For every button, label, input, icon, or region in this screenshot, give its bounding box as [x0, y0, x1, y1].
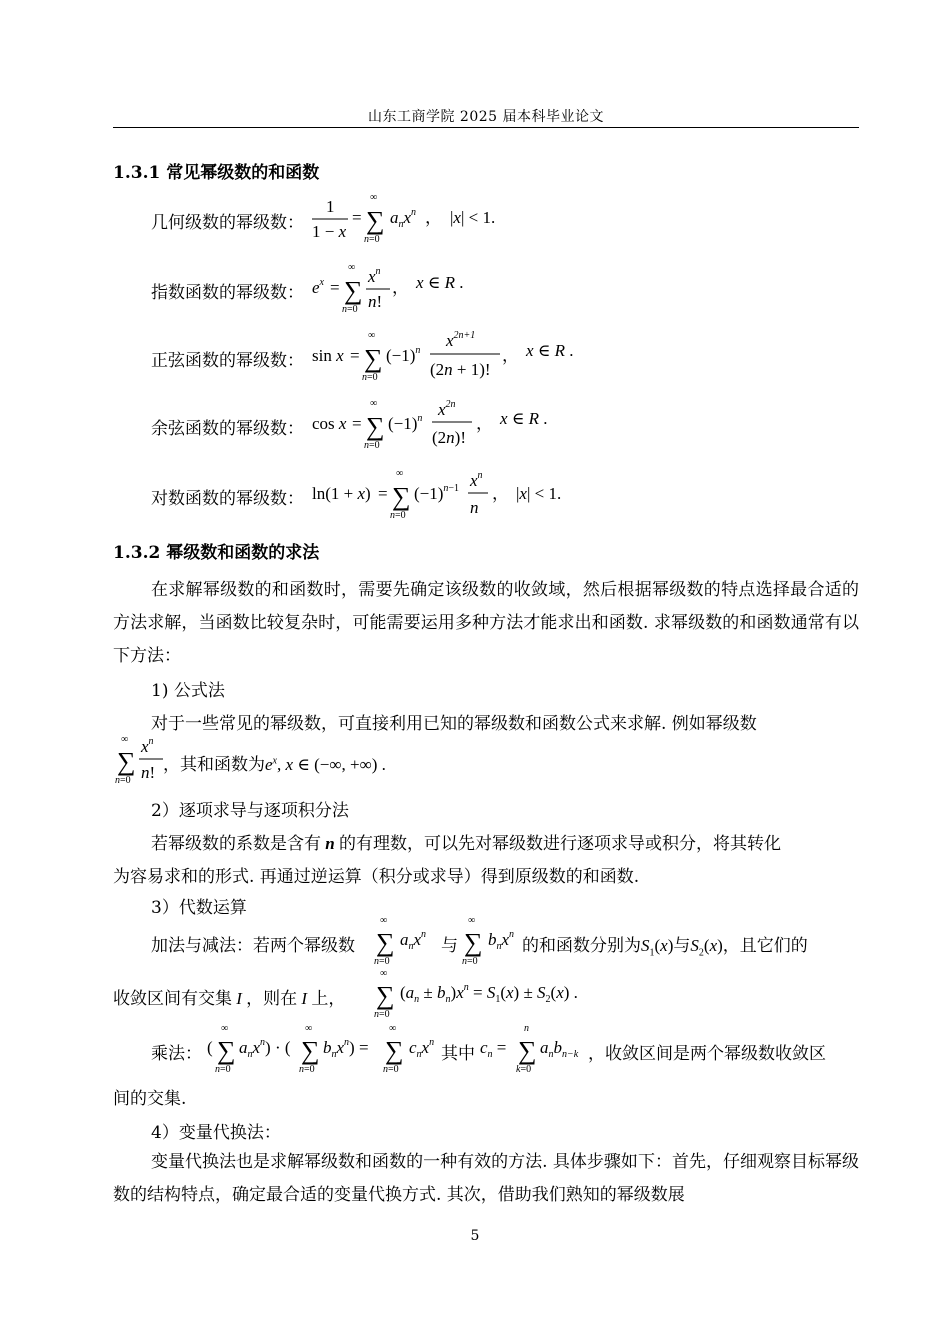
svg-text:，: ， — [476, 414, 493, 433]
svg-text:∞: ∞ — [389, 1023, 397, 1034]
svg-text:(−1)n: $(-1)^n$ — [388, 413, 423, 433]
svg-text:∑: ∑ — [385, 1036, 404, 1065]
svg-text:∑: ∑ — [117, 747, 136, 776]
svg-text:n=0: n=0 — [383, 1064, 399, 1075]
geometric-series-formula — [310, 192, 520, 248]
svg-text:n=0: n=0 — [115, 775, 131, 786]
add-rule-formula — [372, 968, 632, 1024]
mul-rule-text-d: 间的交集. — [113, 1089, 187, 1109]
header-rule — [113, 127, 859, 128]
svg-text:∑: ∑ — [217, 1036, 236, 1065]
add-series-b — [460, 915, 526, 971]
svg-text:xn: $x^n$ — [141, 736, 154, 756]
add-series-a — [372, 915, 438, 971]
page-number: 5 — [470, 1228, 480, 1244]
svg-text:n=0: n=0 — [390, 510, 406, 521]
svg-text:∑: ∑ — [364, 344, 383, 373]
svg-text:=: = — [352, 208, 362, 227]
svg-text:cn =: $c_n$ = — [480, 1038, 507, 1060]
cn-definition-formula — [478, 1023, 588, 1079]
svg-text:n=0: n=0 — [374, 1009, 390, 1020]
svg-text:=: = — [378, 484, 388, 503]
svg-text:∑: ∑ — [464, 928, 483, 957]
svg-text:|x| < 1.: |x| < 1. — [450, 208, 496, 227]
svg-text:(: ( — [207, 1038, 213, 1057]
svg-text:=: = — [330, 278, 340, 297]
cosine-series-line — [151, 398, 570, 454]
method-2-text-line-2: 为容易求和的形式. 再通过逆运算（积分或求导）得到原级数的和函数. — [113, 867, 640, 887]
method-3-title: 3）代数运算 — [151, 898, 247, 918]
svg-text:∞: ∞ — [380, 968, 388, 979]
svg-text:(2n + 1)!: (2n + 1)! — [430, 360, 491, 379]
svg-text:anbn−k: $a_nb_{n-k}$ — [540, 1038, 579, 1060]
method-4-text: 变量代换法也是求解幂级数和函数的一种有效的方法. 具体步骤如下：首先，仔细观察目标幂级数的结构特点，确定最合适的变量代换方式. 其次，借助我们熟知的幂级数展 — [113, 1152, 859, 1205]
exponential-series-line — [151, 262, 490, 318]
svg-text:∞: ∞ — [370, 192, 378, 203]
svg-text:=: = — [350, 346, 360, 365]
svg-text:xn: $x^n$ — [368, 266, 381, 286]
svg-text:∞: ∞ — [305, 1023, 313, 1034]
series-label: 几何级数的幂级数： — [151, 212, 304, 233]
svg-text:(−1)n−1: $(-1)^{n-1}$ — [414, 483, 460, 503]
svg-text:1: 1 — [326, 197, 335, 216]
svg-text:x ∈ R .: x ∈ R . — [416, 273, 464, 292]
exponential-series-formula — [310, 262, 490, 318]
series-label: 正弦函数的幂级数： — [151, 350, 304, 371]
svg-text:，: ， — [392, 278, 409, 297]
svg-text:(−1)n: $(-1)^n$ — [386, 345, 421, 365]
svg-text:n=0: n=0 — [215, 1064, 231, 1075]
svg-text:xn: $x^n$ — [470, 470, 483, 490]
svg-text:n!: n! — [368, 292, 383, 311]
svg-text:∞: ∞ — [121, 734, 129, 745]
svg-text:n=0: n=0 — [342, 304, 358, 315]
svg-text:∑: ∑ — [344, 276, 363, 305]
sine-series-formula — [310, 330, 590, 386]
svg-text:∞: ∞ — [396, 468, 404, 479]
series-label: 指数函数的幂级数： — [151, 282, 304, 303]
svg-text:bnxn) =: $b_nx^n$) = — [323, 1037, 369, 1060]
svg-text:，: ， — [425, 208, 442, 227]
add-rule-text-b: 与 — [441, 936, 458, 956]
series-label: 对数函数的幂级数： — [151, 488, 304, 509]
method-1-title: 1) 公式法 — [151, 681, 225, 701]
svg-text:∑: ∑ — [376, 981, 395, 1010]
svg-text:anxn: $a_nx^n$ — [400, 929, 427, 952]
svg-text:n: n — [524, 1023, 529, 1034]
section-heading-1-3-2: 1.3.2 幂级数和函数的求法 — [113, 543, 320, 563]
svg-text:bnxn: $b_nx^n$ — [488, 929, 515, 952]
method-2-text-line-1: 若幂级数的系数是含有 n 的有理数，可以先对幂级数进行逐项求导或积分，将其转化 — [151, 834, 781, 854]
svg-text:x ∈ R .: x ∈ R . — [500, 409, 548, 428]
method-2-title: 2）逐项求导与逐项积分法 — [151, 801, 349, 821]
svg-text:1 − x: 1 − x — [312, 222, 347, 241]
sine-series-line — [151, 330, 590, 386]
svg-text:∞: ∞ — [370, 398, 378, 409]
svg-text:anxn: $a_nx^n$ — [390, 207, 417, 230]
svg-text:∞: ∞ — [380, 915, 388, 926]
svg-text:，: ， — [502, 346, 519, 365]
svg-text:∞: ∞ — [348, 262, 356, 273]
method-4-title: 4）变量代换法： — [151, 1123, 281, 1143]
svg-text:∞: ∞ — [221, 1023, 229, 1034]
running-header: 山东工商学院 2025 届本科毕业论文 — [367, 109, 605, 125]
mul-rule-text-c: ，收敛区间是两个幂级数收敛区 — [588, 1044, 826, 1064]
svg-text:n=0: n=0 — [299, 1064, 315, 1075]
svg-text:n=0: n=0 — [364, 234, 380, 245]
svg-text:n=0: n=0 — [462, 956, 478, 967]
svg-text:n!: n! — [141, 763, 156, 782]
svg-text:∑: ∑ — [392, 482, 411, 511]
mul-rule-text-a: 乘法： — [151, 1044, 202, 1064]
mul-rule-formula — [205, 1023, 445, 1079]
add-rule-text-c: 的和函数分别为$S_1(x)$与$S_2(x)$，且它们的 — [522, 936, 808, 959]
log-series-line — [151, 468, 580, 524]
log-series-formula — [310, 468, 580, 524]
add-rule-text-a: 加法与减法：若两个幂级数 — [151, 936, 355, 956]
svg-text:n: n — [470, 498, 479, 517]
svg-text:(2n)!: (2n)! — [432, 428, 466, 447]
svg-text:∞: ∞ — [368, 330, 376, 341]
svg-text:∑: ∑ — [366, 412, 385, 441]
svg-text:(an ± bn)xn = S1(x) ± S2(x) .: $(a_n \pm b_n)x^n = S_1(x) \pm S_2(x)$ . — [400, 982, 578, 1005]
svg-text:|x| < 1.: |x| < 1. — [516, 484, 562, 503]
svg-text:=: = — [352, 414, 362, 433]
svg-text:∑: ∑ — [366, 206, 385, 235]
svg-text:n=0: n=0 — [364, 440, 380, 451]
svg-text:，: ， — [492, 484, 509, 503]
svg-text:cos x: cos x — [312, 414, 347, 433]
svg-text:∑: ∑ — [518, 1036, 537, 1065]
intro-paragraph: 在求解幂级数的和函数时，需要先确定该级数的收敛域，然后根据幂级数的特点选择最合适的方法求解，当函数比较复杂时，可能需要运用多种方法才能求出和函数. 求幂级数的和函数通常有以下方法： — [113, 580, 859, 666]
cosine-series-formula — [310, 398, 570, 454]
svg-text:anxn) · (: $a_nx^n$) · ( — [239, 1037, 291, 1060]
svg-text:x2n+1: $x^{2n+1}$ — [446, 330, 476, 350]
svg-text:ex: $e^x$ — [312, 277, 324, 297]
svg-text:n=0: n=0 — [362, 372, 378, 383]
geometric-series-line — [151, 192, 520, 248]
mul-rule-text-b: 其中 — [441, 1044, 475, 1064]
svg-text:∑: ∑ — [376, 928, 395, 957]
add-rule-text-f: 收敛区间有交集 I ，则在 I 上， — [113, 989, 346, 1009]
section-heading-1-3-1: 1.3.1 常见幂级数的和函数 — [113, 163, 320, 183]
svg-text:cnxn: $c_nx^n$ — [409, 1037, 435, 1060]
svg-text:x ∈ R .: x ∈ R . — [526, 341, 574, 360]
method-1-text: 对于一些常见的幂级数，可直接利用已知的幂级数和函数公式来求解. 例如幂级数 — [151, 714, 757, 734]
method-1-tail: ，其和函数为$e^x$, x ∈ (−∞, +∞) . — [163, 755, 386, 775]
svg-text:k=0: k=0 — [516, 1064, 532, 1075]
series-label: 余弦函数的幂级数： — [151, 418, 304, 439]
svg-text:ln(1 + x): ln(1 + x) — [312, 484, 371, 503]
svg-text:n=0: n=0 — [374, 956, 390, 967]
svg-text:sin x: sin x — [312, 346, 344, 365]
svg-text:∑: ∑ — [301, 1036, 320, 1065]
svg-text:x2n: $x^{2n}$ — [438, 399, 456, 419]
svg-text:∞: ∞ — [468, 915, 476, 926]
